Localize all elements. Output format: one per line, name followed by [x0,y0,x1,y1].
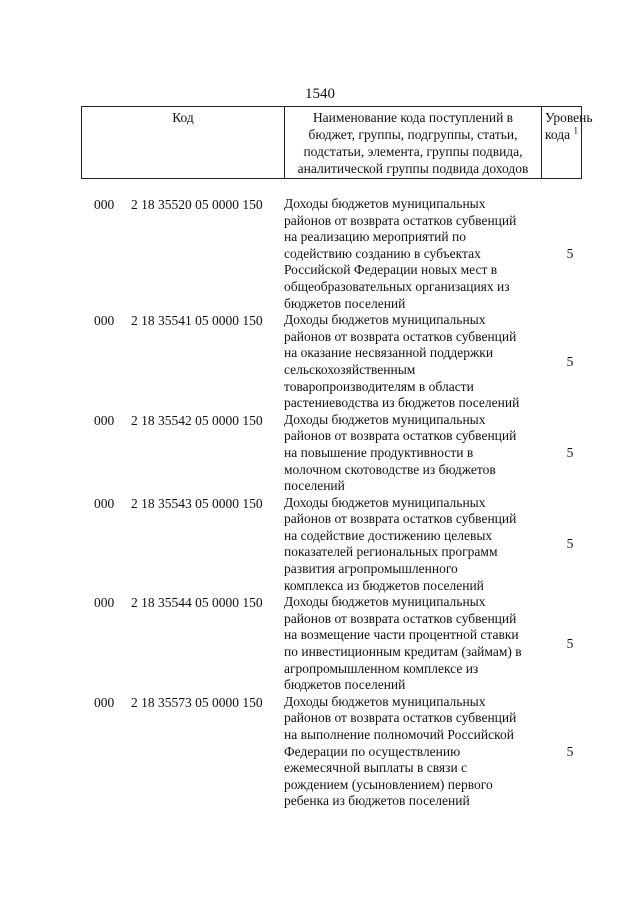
row-name [284,495,533,595]
table-row [0,412,640,495]
row-level: 5 [566,536,574,552]
row-name-line: ежемесячной выплаты в связи с [284,760,468,776]
table-row [0,196,640,312]
footnote-marker: 1 [573,125,578,136]
row-name-line: на повышение продуктивности в [284,444,474,460]
row-level: 5 [566,445,574,461]
row-code: 2 18 35541 05 0000 150 [131,313,263,329]
row-name-line: районов от возврата остатков субвенций [284,511,517,527]
header-level-line: Уровень [545,110,593,125]
row-prefix: 000 [94,197,115,212]
row-name-line: на оказание несвязанной поддержки [284,345,494,361]
row-code: 2 18 35542 05 0000 150 [131,412,263,428]
header-name-line: бюджет, группы, подгруппы, статьи, [308,127,518,142]
page-number: 1540 [305,86,335,102]
row-name-line: районов от возврата остатков субвенций [284,428,517,444]
row-prefix: 000 [94,595,115,611]
row-code: 2 18 35543 05 0000 150 [131,495,263,511]
table-row [0,312,640,412]
row-name-line: молочном скотоводстве из бюджетов [284,461,496,477]
table-row [0,694,640,810]
row-name-line: поселений [284,478,345,494]
row-name-line: содействию созданию в субъектах [284,245,481,261]
row-name [284,312,533,412]
header-name-line: подстатьи, элемента, группы подвида, [303,144,523,159]
row-code: 2 18 35573 05 0000 150 [131,694,263,710]
row-name-line: ребенка из бюджетов поселений [284,793,470,809]
row-level: 5 [566,636,574,652]
row-name-line: бюджетов поселений [284,677,406,693]
row-name-line: Федерации по осуществлению [284,743,461,759]
table-header [81,106,593,179]
row-name-line: Доходы бюджетов муниципальных [284,693,486,709]
row-level: 5 [566,743,574,759]
row-name-line: агропромышленном комплексе из [284,660,479,676]
row-name-line: Доходы бюджетов муниципальных [284,411,486,427]
table-body [0,196,640,810]
row-code: 2 18 35544 05 0000 150 [131,595,263,611]
row-prefix: 000 [94,313,115,329]
row-name-line: показателей региональных программ [284,544,498,560]
row-name-line: на реализацию мероприятий по [284,229,466,245]
row-name [284,196,533,312]
header-name [285,107,542,179]
row-name-line: рождением (усыновлением) первого [284,776,493,792]
row-name-line: районов от возврата остатков субвенций [284,610,517,626]
row-prefix: 000 [94,412,115,428]
row-name-line: развития агропромышленного [284,561,458,577]
row-name-line: Доходы бюджетов муниципальных [284,594,486,610]
row-name-line: Доходы бюджетов муниципальных [284,312,486,328]
row-name-line: общеобразовательных организациях из [284,278,510,294]
row-prefix: 000 [94,694,115,710]
row-name-line: районов от возврата остатков субвенций [284,328,517,344]
row-name [284,694,533,810]
row-name-line: Доходы бюджетов муниципальных [284,494,486,510]
row-name-line: бюджетов поселений [284,295,406,311]
row-prefix: 000 [94,495,115,511]
row-name-line: товаропроизводителям в области [284,378,474,394]
row-name-line: на возмещение части процентной ставки [284,627,519,643]
row-name-line: сельскохозяйственным [284,361,416,377]
row-name-line: комплекса из бюджетов поселений [284,577,484,593]
row-level: 5 [566,246,574,262]
row-name [284,412,533,495]
header-level-line: кода [545,127,571,142]
row-name-line: районов от возврата остатков субвенций [284,710,517,726]
table-row [0,594,640,694]
row-name-line: Российской Федерации новых мест в [284,262,498,278]
row-code: 2 18 35520 05 0000 150 [131,197,263,212]
row-name [284,594,533,694]
header-name-line: Наименование кода поступлений в [312,110,514,125]
row-name-line: районов от возврата остатков субвенций [284,212,517,228]
header-level [542,107,593,179]
row-name-line: по инвестиционным кредитам (займам) в [284,644,522,660]
row-name-line: на выполнение полномочий Российской [284,727,514,742]
header-code: Код [82,107,285,179]
table-row [0,495,640,595]
row-name-line: на содействие достижению целевых [284,527,493,543]
row-level: 5 [566,353,574,369]
header-name-line: аналитической группы подвида доходов [297,161,529,176]
row-name-line: Доходы бюджетов муниципальных [284,196,486,211]
row-name-line: растениеводства из бюджетов поселений [284,395,520,411]
